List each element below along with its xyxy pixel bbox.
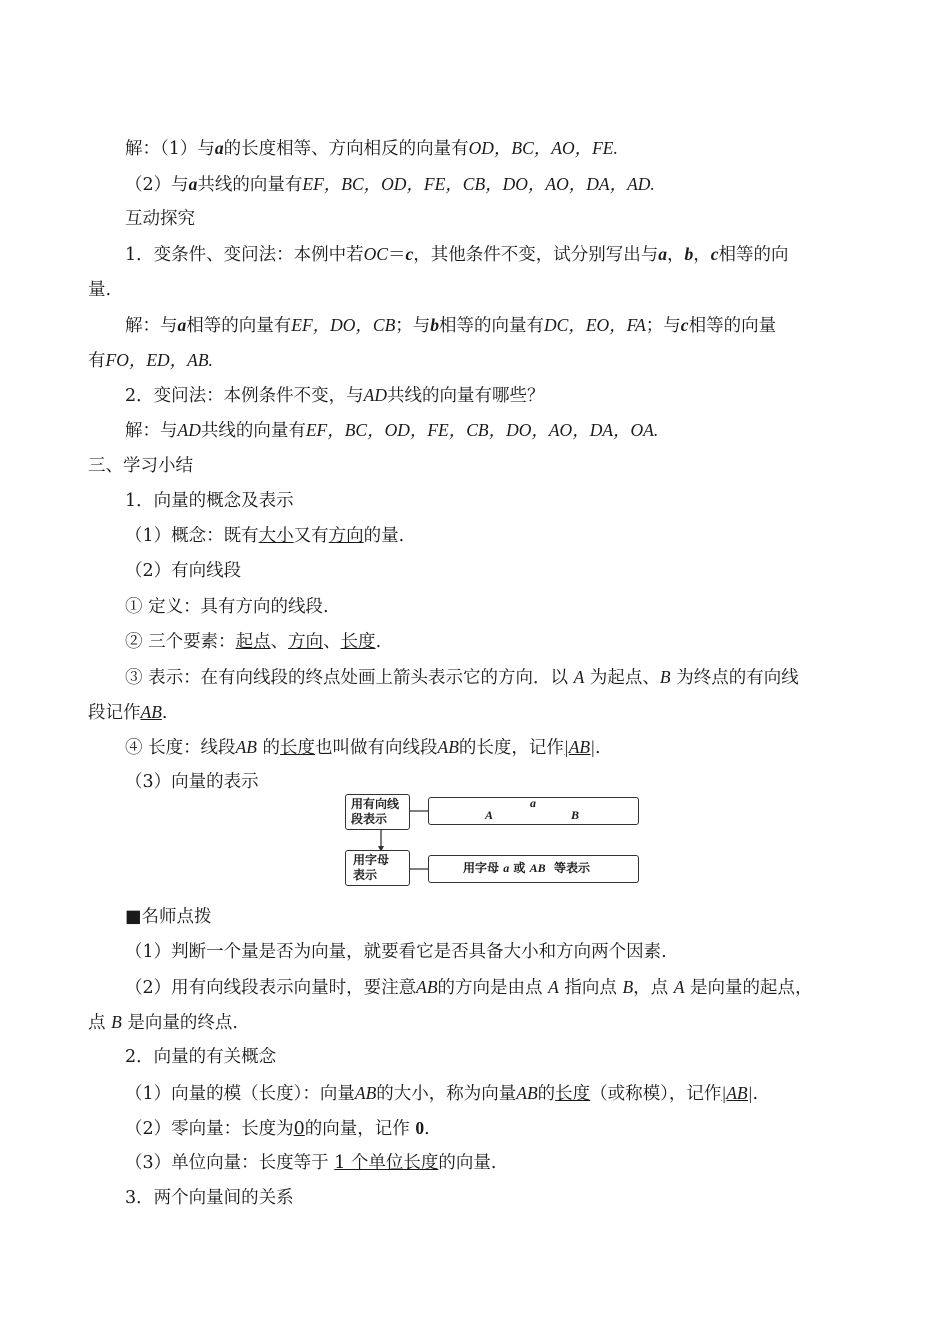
text: 共线的向量有哪些？ xyxy=(386,386,545,406)
point-a: A xyxy=(573,667,585,687)
magnitude-ab: |AB| xyxy=(721,1083,753,1103)
box-text xyxy=(463,861,590,876)
text: （2）用有向线段表示向量时，要注意 xyxy=(125,978,417,998)
text: 用字母 xyxy=(463,861,500,875)
text: ；与 xyxy=(395,316,431,336)
text: ④ 长度：线段 xyxy=(125,738,236,758)
text: 等表示 xyxy=(553,861,590,875)
separator: 、 xyxy=(270,632,289,652)
text: 的大小，称为向量 xyxy=(376,1084,517,1104)
underlined-term: 大小 xyxy=(258,526,294,546)
text: ② 三个要素： xyxy=(125,632,236,652)
text: 的长度相等、方向相反的向量有 xyxy=(223,139,469,159)
text: . xyxy=(752,1084,759,1104)
vector-c: c xyxy=(405,244,414,264)
underlined-term: 方向 xyxy=(288,632,324,652)
text: 的 xyxy=(262,738,281,758)
text: 是向量的终点. xyxy=(127,1013,238,1033)
underlined-term: 1 个单位长度 xyxy=(334,1153,439,1173)
text: 共线的向量有 xyxy=(197,175,303,195)
text: 解：（1）与 xyxy=(125,139,215,159)
text: . xyxy=(424,1119,430,1139)
tip-2-line-1 xyxy=(0,975,950,1000)
vector-ad: AD xyxy=(363,385,387,405)
text: 解：与 xyxy=(125,421,178,441)
text: 也叫做有向线段 xyxy=(315,738,438,758)
magnitude-definition xyxy=(0,1081,950,1106)
magnitude-ab: |AB| xyxy=(563,737,595,757)
text: 的向量，记作 xyxy=(304,1119,410,1139)
vector-ab: AB xyxy=(437,737,459,757)
directed-segment-content-box xyxy=(428,797,639,825)
vector-a: a xyxy=(188,174,198,194)
underlined-term: 0 xyxy=(293,1119,305,1139)
unit-vector-definition xyxy=(0,1151,950,1175)
point-b: B xyxy=(622,977,634,997)
text: 或 xyxy=(513,861,526,875)
text: 的 xyxy=(537,1084,556,1104)
vector-list: EF，DO，CB xyxy=(291,315,396,335)
text: 相等的向量 xyxy=(688,316,777,336)
vector-oc: OC xyxy=(363,244,388,264)
vector-b: b xyxy=(684,244,694,264)
vector-ab: AB xyxy=(516,1083,538,1103)
heading-interactive-exploration: 互动探究 xyxy=(125,209,195,229)
text: 2．变问法：本例条件不变，与 xyxy=(125,386,364,406)
text: 是向量的起点， xyxy=(690,978,813,998)
vector-b: b xyxy=(430,315,440,335)
zero-vector-symbol: 0 xyxy=(415,1118,425,1138)
directed-segment-label-box xyxy=(345,794,410,830)
vector-a: a xyxy=(658,244,667,264)
point-b: B xyxy=(111,1012,122,1032)
vector-ab: AB xyxy=(354,1083,377,1103)
text: 的方向是由点 xyxy=(437,978,543,998)
vector-list: DC，EO，FA xyxy=(544,315,646,335)
vector-representation-heading: （3）向量的表示 xyxy=(125,772,259,792)
text: （1）概念：既有 xyxy=(125,526,259,546)
subheading-related-concepts: 2．向量的有关概念 xyxy=(125,1047,277,1067)
text: （1）向量的模（长度）：向量 xyxy=(125,1084,355,1104)
vector-a: a xyxy=(177,315,187,335)
vector-a: a xyxy=(503,861,510,875)
tip-2-line-2 xyxy=(0,1010,950,1035)
vector-list: OD，BC，AO，FE. xyxy=(468,138,618,158)
text: ，其他条件不变，试分别写出与 xyxy=(413,245,659,265)
text: 点 xyxy=(88,1013,106,1033)
box-label-line: 段表示 xyxy=(351,812,388,826)
separator: 、 xyxy=(323,632,341,652)
text: ③ 表示：在有向线段的终点处画上箭头表示它的方向．以 xyxy=(125,668,569,688)
directed-segment-heading: （2）有向线段 xyxy=(125,561,242,581)
text: 解：与 xyxy=(125,316,178,336)
underlined-term: 长度 xyxy=(555,1084,591,1104)
section-heading-summary: 三、学习小结 xyxy=(88,456,193,476)
separator: ， xyxy=(666,245,685,265)
text: 段记作 xyxy=(88,703,141,723)
point-a-label: A xyxy=(485,808,494,822)
text: ；与 xyxy=(645,316,681,336)
vector-list: EF，BC，OD，FE，CB，DO，AO，DA，AD. xyxy=(302,174,655,194)
text: 的向量. xyxy=(438,1153,497,1173)
segment-ab: AB xyxy=(235,737,257,757)
vector-c: c xyxy=(680,315,689,335)
text: 相等的向 xyxy=(718,245,789,265)
tip-1: （1）判断一个量是否为向量，就要看它是否具备大小和方向两个因素. xyxy=(125,942,667,962)
box-label-line: 表示 xyxy=(353,868,378,882)
text: 为终点的有向线 xyxy=(676,668,799,688)
text: ，点 xyxy=(633,978,669,998)
equals-sign: ＝ xyxy=(387,245,406,265)
vector-a-label: a xyxy=(530,796,536,810)
teacher-tips-heading: ■名师点拨 xyxy=(125,907,212,927)
text: 相等的向量有 xyxy=(186,316,292,336)
point-b: B xyxy=(659,667,671,687)
text: 为起点、 xyxy=(589,668,660,688)
vector-ad: AD xyxy=(177,420,201,440)
text: 1．变条件、变问法：本例中若 xyxy=(125,245,364,265)
vector-list: EF，BC，OD，FE，CB，DO，AO，DA，OA. xyxy=(305,420,659,440)
text: . xyxy=(375,632,382,652)
underlined-term: 长度 xyxy=(280,738,316,758)
vector-list: FO，ED，AB. xyxy=(105,350,213,370)
underlined-term: 方向 xyxy=(328,526,364,546)
separator: ， xyxy=(693,245,711,265)
definition-item: ① 定义：具有方向的线段. xyxy=(125,597,329,617)
text: 的长度，记作 xyxy=(458,738,564,758)
text: 的量. xyxy=(363,526,405,546)
vector-ab: AB xyxy=(416,977,438,997)
letter-content-box xyxy=(428,855,639,883)
box-label-line: 用字母 xyxy=(353,853,390,867)
text: 有 xyxy=(88,351,106,371)
point-a: A xyxy=(673,977,685,997)
zero-vector-definition xyxy=(0,1116,950,1141)
text: （2）与 xyxy=(125,175,189,195)
point-a: A xyxy=(548,977,559,997)
question-1-line-2: 量. xyxy=(88,280,112,300)
box-label-line: 用有向线 xyxy=(351,797,400,811)
text: 指向点 xyxy=(564,978,617,998)
text: . xyxy=(594,738,601,758)
text: 又有 xyxy=(293,526,329,546)
text: . xyxy=(161,703,168,723)
text: （3）单位向量：长度等于 xyxy=(125,1153,329,1173)
subheading-concept: 1．向量的概念及表示 xyxy=(125,491,294,511)
text: （或称模），记作 xyxy=(590,1084,722,1104)
text: 共线的向量有 xyxy=(200,421,306,441)
text: （2）零向量：长度为 xyxy=(125,1119,294,1139)
vector-a: a xyxy=(214,138,224,158)
vector-ab: AB xyxy=(529,861,546,875)
underlined-term: 起点 xyxy=(235,632,271,652)
subheading-relations: 3．两个向量间的关系 xyxy=(125,1188,294,1208)
vector-c: c xyxy=(710,244,719,264)
vector-ab-underlined: AB xyxy=(140,702,162,722)
text: 相等的向量有 xyxy=(439,316,545,336)
point-b-label: B xyxy=(571,808,580,822)
letter-label-box xyxy=(345,850,410,886)
underlined-term: 长度 xyxy=(340,632,376,652)
